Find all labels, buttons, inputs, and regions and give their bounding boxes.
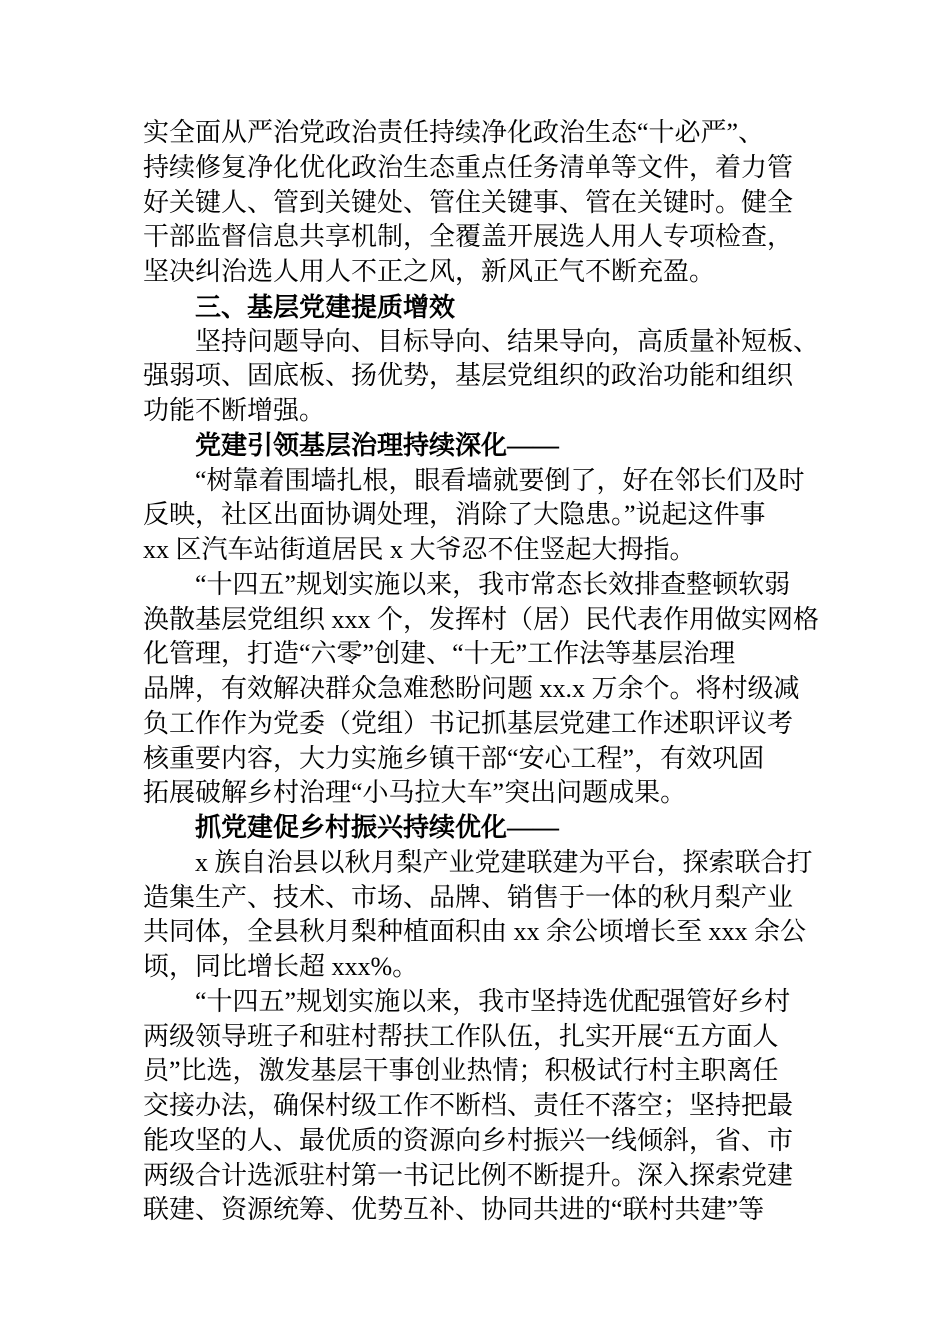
text-line: 持续修复净化优化政治生态重点任务清单等文件，着力管 [143,152,794,182]
text-line: 好关键人、管到关键处、管住关键事、管在关键时。健全 [143,187,794,217]
text-line: 两级合计选派驻村第一书记比例不断提升。深入探索党建 [143,1160,794,1190]
text-line: x 族自治县以秋月梨产业党建联建为平台，探索联合打 [195,847,813,877]
text-line: “树靠着围墙扎根，眼看墙就要倒了，好在邻长们及时 [195,465,805,495]
text-line: 联建、资源统筹、优势互补、协同共进的“联村共建”等 [143,1195,765,1225]
text-line: 造集生产、技术、市场、品牌、销售于一体的秋月梨产业 [143,882,794,912]
text-line: “十四五”规划实施以来，我市坚持选优配强管好乡村 [195,986,791,1016]
text-line: 能攻坚的人、最优质的资源向乡村振兴一线倾斜，省、市 [143,1125,794,1155]
text-line: xx 区汽车站街道居民 x 大爷忍不住竖起大拇指。 [143,535,696,564]
text-line: 核重要内容，大力实施乡镇干部“安心工程”，有效巩固 [143,743,765,773]
text-line: 负工作作为党委（党组）书记抓基层党建工作述职评议考 [143,708,794,738]
text-line: 坚决纠治选人用人不正之风，新风正气不断充盈。 [143,257,716,286]
text-line: “十四五”规划实施以来，我市常态长效排查整顿软弱 [195,569,791,599]
text-line: 拓展破解乡村治理“小马拉大车”突出问题成果。 [143,778,687,808]
text-line: 反映，社区出面协调处理，消除了大隐患。”说起这件事 [143,500,766,530]
text-line: 实全面从严治党政治责任持续净化政治生态“十必严”、 [143,118,765,147]
text-line: 涣散基层党组织 xxx 个，发挥村（居）民代表作用做实网格 [143,604,820,634]
subsection-heading: 抓党建促乡村振兴持续优化—— [195,813,560,842]
text-line: 化管理，打造“六零”创建、“十无”工作法等基层治理 [143,639,736,669]
text-line: 强弱项、固底板、扬优势，基层党组织的政治功能和组织 [143,361,794,391]
text-line: 品牌，有效解决群众急难愁盼问题 xx.x 万余个。将村级减 [143,674,800,703]
text-line: 坚持问题导向、目标导向、结果导向，高质量补短板、 [195,326,820,356]
text-line: 干部监督信息共享机制，全覆盖开展选人用人专项检查， [143,222,794,252]
text-line: 交接办法，确保村级工作不断档、责任不落空；坚持把最 [143,1091,794,1120]
subsection-heading: 党建引领基层治理持续深化—— [195,430,560,460]
section-heading: 三、基层党建提质增效 [195,291,456,322]
text-block [143,116,833,1228]
text-line: 员”比选，激发基层干事创业热情；积极试行村主职离任 [143,1056,779,1086]
text-line: 功能不断增强。 [143,396,326,425]
text-line: 顷，同比增长超 xxx%。 [143,952,419,981]
text-line: 两级领导班子和驻村帮扶工作队伍，扎实开展“五方面人 [143,1021,779,1051]
text-line: 共同体，全县秋月梨种植面积由 xx 余公顷增长至 xxx 余公 [143,917,807,947]
